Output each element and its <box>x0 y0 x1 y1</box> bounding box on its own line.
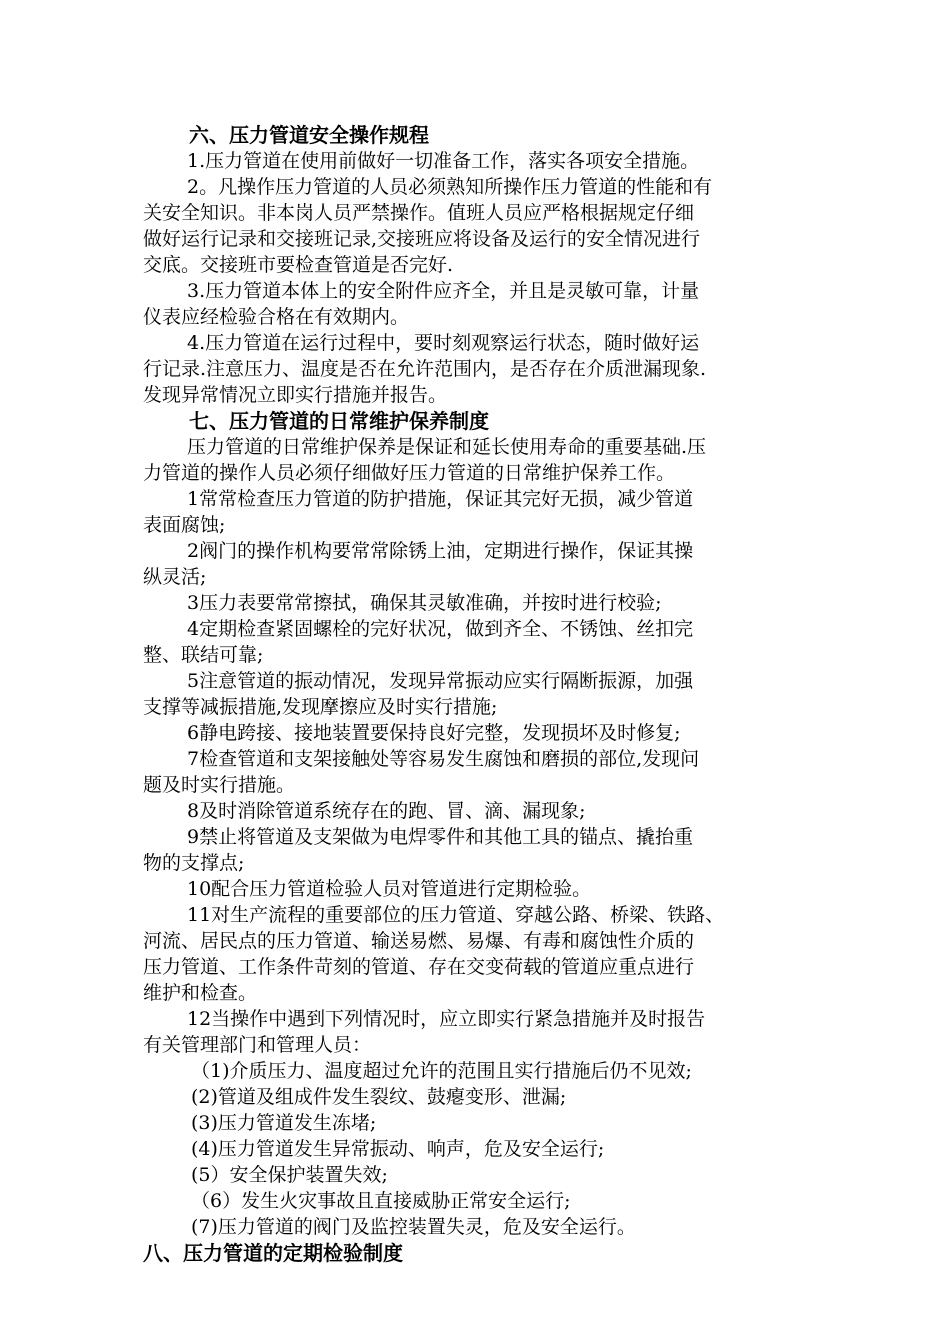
text-line: 6静电跨接、接地装置要保持良好完整，发现损坏及时修复; <box>187 722 681 744</box>
text-line: 12当操作中遇到下列情况时，应立即实行紧急措施并及时报告 <box>187 1008 706 1030</box>
section-heading: 六、压力管道安全操作规程 <box>189 123 429 147</box>
text-line: 有关管理部门和管理人员： <box>143 1034 372 1056</box>
text-line: 河流、居民点的压力管道、输送易燃、易爆、有毒和腐蚀性介质的 <box>143 930 695 952</box>
text-line: 行记录.注意压力、温度是否在允许范围内，是否存在介质泄漏现象. <box>143 358 707 380</box>
text-line: 10配合压力管道检验人员对管道进行定期检验。 <box>187 878 592 900</box>
text-line: 发现异常情况立即实行措施并报告。 <box>143 384 448 406</box>
text-line: 8及时消除管道系统存在的跑、冒、滴、漏现象; <box>187 800 586 822</box>
text-line: 整、联结可靠; <box>143 644 264 666</box>
text-line: (4)压力管道发生异常振动、响声，危及安全运行; <box>191 1138 605 1160</box>
text-line: 表面腐蚀; <box>143 514 226 536</box>
text-line: 维护和检查。 <box>143 982 258 1004</box>
text-line: 压力管道、工作条件苛刻的管道、存在交变荷载的管道应重点进行 <box>143 956 695 978</box>
text-line: 2阀门的操作机构要常常除锈上油，定期进行操作，保证其操 <box>187 540 694 562</box>
text-line: 4.压力管道在运行过程中，要时刻观察运行状态，随时做好运 <box>187 332 700 354</box>
text-line: (3)压力管道发生冻堵; <box>191 1112 377 1134</box>
section-heading: 七、压力管道的日常维护保养制度 <box>189 409 489 433</box>
text-line: 力管道的操作人员必须仔细做好压力管道的日常维护保养工作。 <box>143 462 676 484</box>
text-line: 1常常检查压力管道的防护措施，保证其完好无损，减少管道 <box>187 488 694 510</box>
section-heading: 八、压力管道的定期检验制度 <box>143 1241 403 1265</box>
text-line: 做好运行记录和交接班记录,交接班应将设备及运行的安全情况进行 <box>143 228 701 250</box>
text-line: 1.压力管道在使用前做好一切准备工作，落实各项安全措施。 <box>187 150 700 172</box>
text-line: 3.压力管道本体上的安全附件应齐全，并且是灵敏可靠，计量 <box>187 280 700 302</box>
text-line: 11对生产流程的重要部位的压力管道、穿越公路、桥梁、铁路、 <box>187 904 725 926</box>
text-line: 题及时实行措施。 <box>143 774 296 796</box>
text-line: （1)介质压力、温度超过允许的范围且实行措施后仍不见效; <box>191 1060 692 1082</box>
text-line: 纵灵活; <box>143 566 207 588</box>
text-line: （6）发生火灾事故且直接威胁正常安全运行; <box>191 1190 571 1212</box>
text-line: 9禁止将管道及支架做为电焊零件和其他工具的锚点、撬抬重 <box>187 826 694 848</box>
text-line: 7检查管道和支架接触处等容易发生腐蚀和磨损的部位,发现问 <box>187 748 700 770</box>
text-line: (7)压力管道的阀门及监控装置失灵，危及安全运行。 <box>191 1216 636 1238</box>
text-line: (2)管道及组成件发生裂纹、鼓瘪变形、泄漏; <box>191 1086 567 1108</box>
text-line: 3压力表要常常擦拭，确保其灵敏准确，并按时进行校验; <box>187 592 662 614</box>
text-line: 物的支撑点; <box>143 852 245 874</box>
text-line: 仪表应经检验合格在有效期内。 <box>143 306 410 328</box>
text-line: 关安全知识。非本岗人员严禁操作。值班人员应严格根据规定仔细 <box>143 202 695 224</box>
text-line: 交底。交接班市要检查管道是否完好. <box>143 254 454 276</box>
text-line: 5注意管道的振动情况，发现异常振动应实行隔断振源，加强 <box>187 670 694 692</box>
text-line: 2。凡操作压力管道的人员必须熟知所操作压力管道的性能和有 <box>187 176 713 198</box>
text-line: 支撑等减振措施,发现摩擦应及时实行措施; <box>143 696 498 718</box>
text-line: (5）安全保护装置失效; <box>191 1164 388 1186</box>
text-line: 压力管道的日常维护保养是保证和延长使用寿命的重要基础.压 <box>187 436 707 458</box>
text-line: 4定期检查紧固螺栓的完好状况，做到齐全、不锈蚀、丝扣完 <box>187 618 694 640</box>
document-body <box>143 122 823 1266</box>
